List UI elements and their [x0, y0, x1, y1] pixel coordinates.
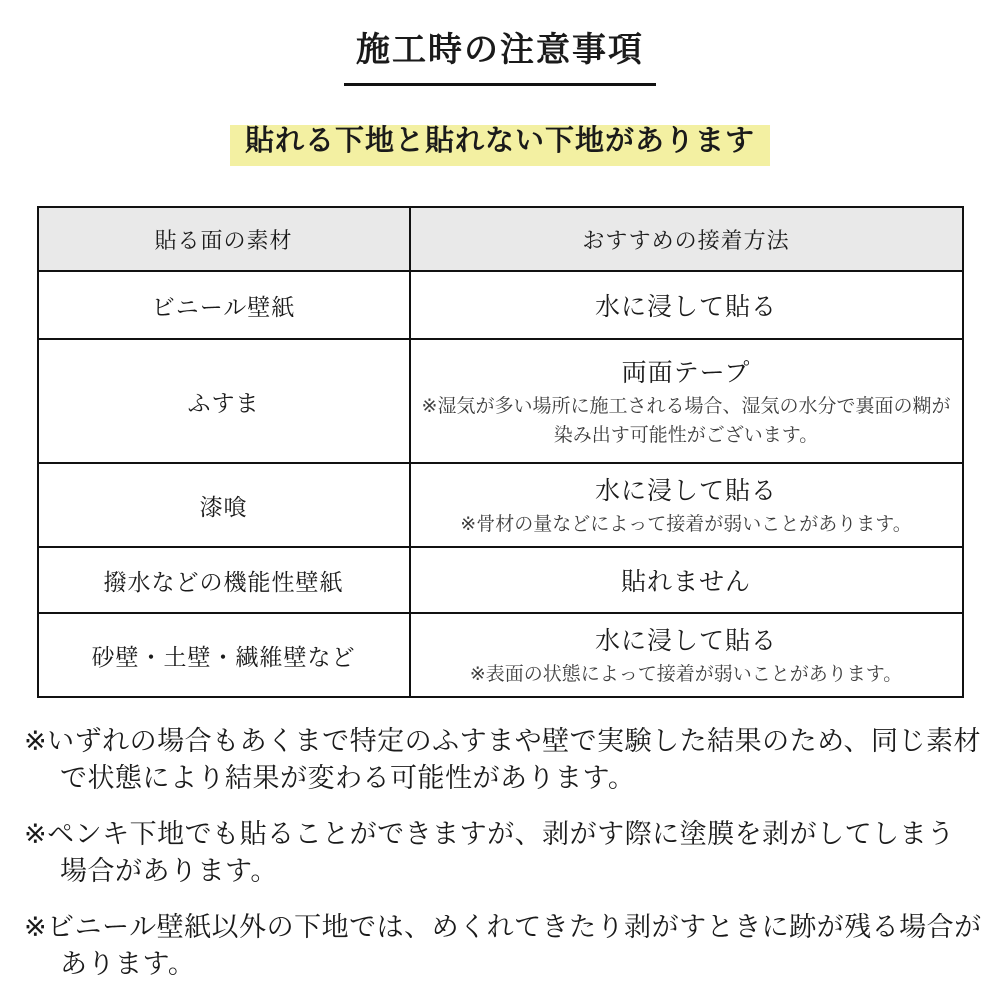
method-cell: [410, 463, 963, 547]
material-vinyl-wallpaper: ビニール壁紙: [38, 271, 410, 339]
material-fusuma: ふすま: [38, 339, 410, 463]
method-text: 貼れません: [620, 567, 751, 596]
method-cell: [410, 271, 963, 339]
material-functional-wallpaper: 撥水などの機能性壁紙: [38, 547, 410, 613]
method-note: ※湿気が多い場所に施工される場合、湿気の水分で裏面の糊が染み出す可能性がございます。: [421, 395, 951, 446]
table-row: [38, 339, 963, 463]
highlighted-subtitle: 貼れる下地と貼れない下地があります: [230, 116, 770, 166]
footnote-test-results: ※いずれの場合もあくまで特定のふすまや壁で実験した結果のため、同じ素材で状態により結果が変わる可能性があります。: [24, 726, 982, 794]
page-title: 施工時の注意事項: [344, 22, 656, 86]
method-note: ※骨材の量などによって接着が弱いことがあります。: [460, 513, 912, 536]
material-sand-earth-fiber-wall: 砂壁・土壁・繊維壁など: [38, 613, 410, 697]
method-text: 水に浸して貼る: [594, 626, 777, 656]
table-row: [38, 463, 963, 547]
footnotes-section: [24, 723, 982, 983]
title-section: [0, 0, 1000, 86]
material-plaster: 漆喰: [38, 463, 410, 547]
footnote-paint-substrate: ※ペンキ下地でも貼ることができますが、剥がす際に塗膜を剥がしてしまう場合があります。: [24, 819, 955, 887]
header-method: おすすめの接着方法: [410, 207, 963, 271]
method-text: 水に浸して貼る: [594, 476, 777, 506]
adhesion-method-table: [37, 206, 964, 698]
table-row: [38, 547, 963, 613]
method-cell: [410, 547, 963, 613]
subtitle-section: [0, 116, 1000, 166]
method-text: 両面テープ: [621, 358, 751, 387]
table-row: [38, 613, 963, 697]
table-header-row: [38, 207, 963, 271]
method-text: 水に浸して貼る: [594, 292, 777, 321]
footnote-non-vinyl-substrate: ※ビニール壁紙以外の下地では、めくれてきたり剥がすときに跡が残る場合があります。: [24, 912, 982, 980]
header-material: 貼る面の素材: [38, 207, 410, 271]
table-row: [38, 271, 963, 339]
method-note: ※表面の状態によって接着が弱いことがあります。: [469, 663, 903, 686]
method-cell: [410, 613, 963, 697]
method-cell: [410, 339, 963, 463]
